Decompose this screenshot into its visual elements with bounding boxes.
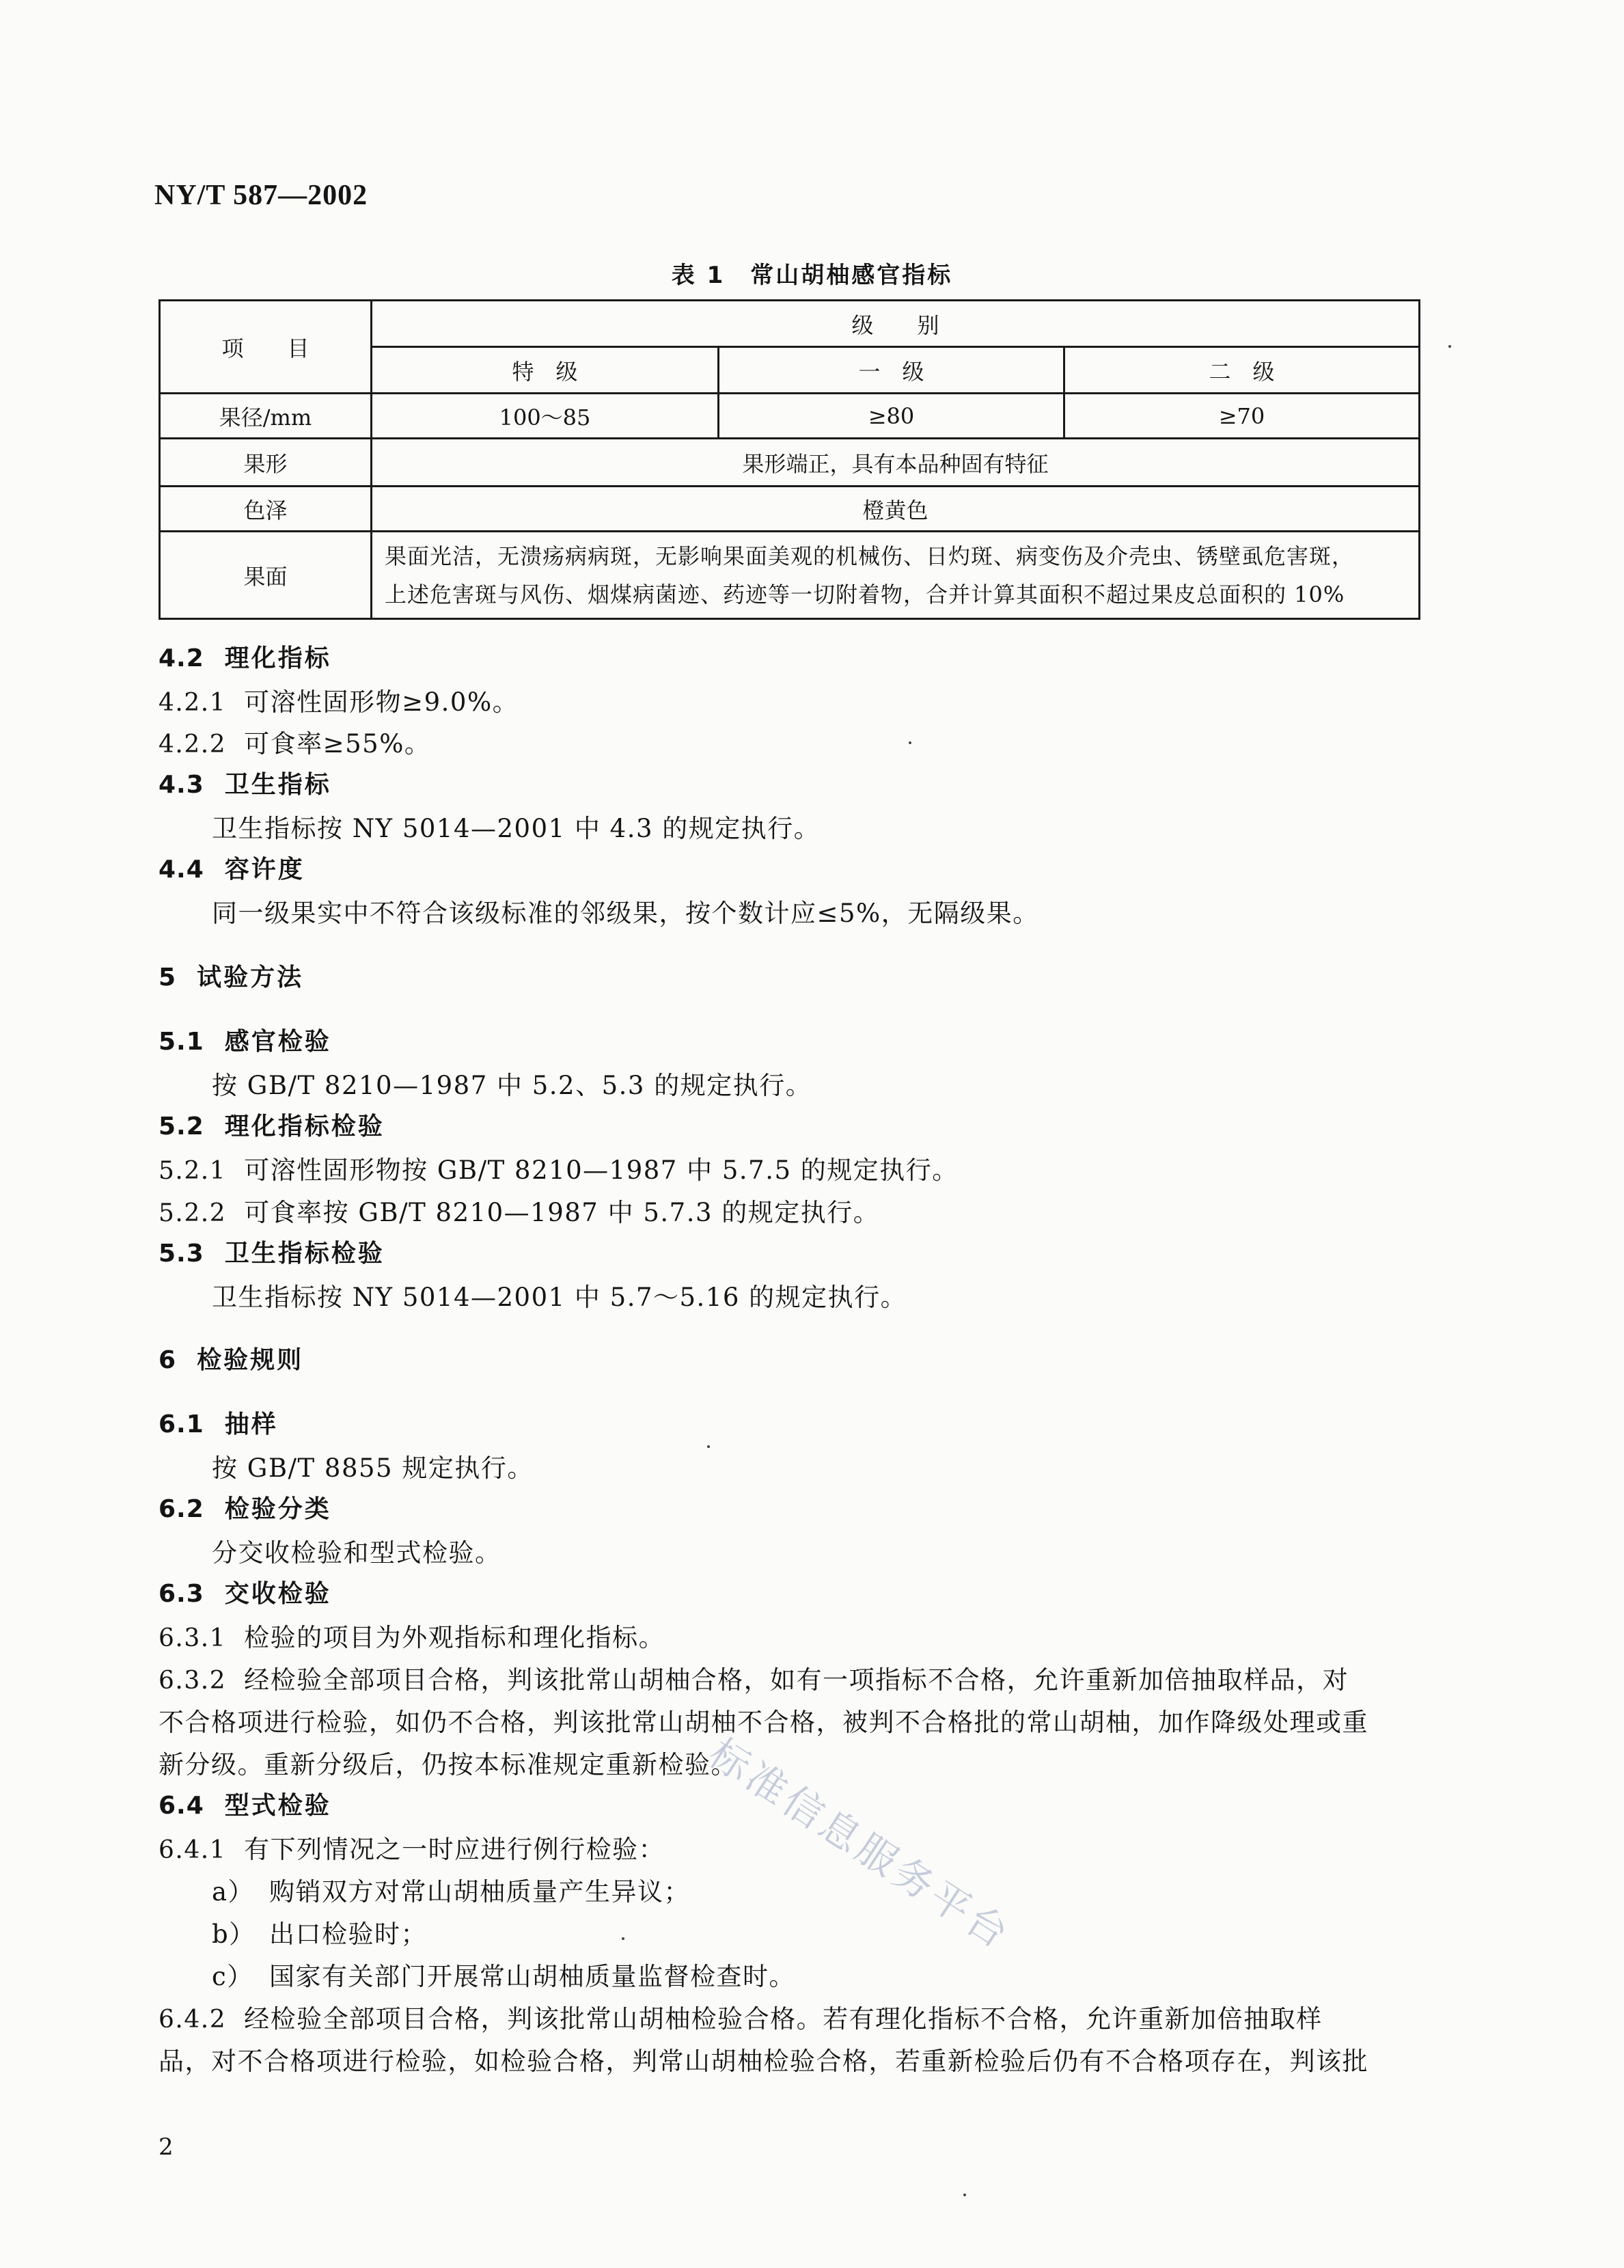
list-marker: a） [212,1877,255,1907]
section-number: 4.3 [159,771,204,799]
clause [159,1617,665,1654]
paragraph: 卫生指标按 NY 5014—2001 中 5.7～5.16 的规定执行。 [212,1283,907,1312]
scan-speck [963,2194,966,2196]
section-heading [159,1490,331,1525]
section-heading [159,765,331,800]
watermark: 标准信息服务平台 [700,1729,1020,1959]
paragraph-continuation: 不合格项进行检验，如仍不合格，判该批常山胡柚不合格，被判不合格批的常山胡柚，加作降级处理或重 [159,1708,1368,1737]
paragraph: 分交收检验和型式检验。 [212,1538,501,1568]
table-cell: 果形端正，具有本品种固有特征 [372,439,1420,487]
section-heading [159,1234,385,1269]
chapter-title: 检验规则 [197,1346,304,1374]
table-cell: 100～85 [372,394,719,439]
clause-text: 经检验全部项目合格，判该批常山胡柚检验合格。若有理化指标不合格，允许重新加倍抽取样 [244,2004,1323,2034]
clause-number: 6.3.1 [159,1624,227,1652]
table-cell: ≥70 [1064,394,1420,439]
clause [159,1659,1349,1696]
clause-text: 经检验全部项目合格，判该批常山胡柚合格，如有一项指标不合格，允许重新加倍抽取样品，对 [244,1665,1349,1695]
section-heading [159,1107,385,1142]
list-item [212,1871,690,1908]
section-number: 5.3 [159,1240,204,1268]
clause-number: 5.2.2 [159,1199,227,1227]
chapter-number: 5 [159,964,177,992]
section-number: 4.2 [159,644,204,672]
clause-number: 4.2.2 [159,730,227,759]
table-cell: 橙黄色 [372,487,1420,532]
section-heading [159,1574,331,1609]
table-row [160,532,1420,619]
table-row [160,487,1420,532]
chapter-heading [159,958,303,993]
grade-second: 二 级 [1064,347,1420,394]
list-marker: c） [212,1962,253,1991]
header-item: 项 目 [160,301,372,394]
chapter-number: 6 [159,1346,177,1374]
section-title: 交收检验 [224,1580,331,1608]
section-number: 4.4 [159,856,204,884]
list-item [212,1956,795,1993]
scan-speck [707,1445,710,1448]
section-title: 感官检验 [224,1028,331,1056]
section-heading [159,850,305,885]
section-heading [159,1786,331,1821]
page-number: 2 [159,2133,174,2161]
section-title: 卫生指标 [224,771,331,799]
grade-special: 特 级 [372,347,719,394]
list-text: 国家有关部门开展常山胡柚质量监督检查时。 [269,1962,795,1991]
clause-text: 可溶性固形物≥9.0%。 [244,687,519,717]
section-number: 5.2 [159,1112,204,1140]
row-label: 果形 [160,439,372,487]
clause-number: 6.3.2 [159,1667,227,1695]
clause-text: 检验的项目为外观指标和理化指标。 [244,1623,665,1652]
section-title: 理化指标检验 [224,1112,385,1140]
clause-number: 4.2.1 [159,689,227,717]
table-cell: ≥80 [719,394,1064,439]
paragraph: 按 GB/T 8855 规定执行。 [212,1453,534,1483]
section-title: 卫生指标检验 [224,1240,385,1268]
clause-number: 6.4.1 [159,1836,227,1864]
clause [159,681,519,718]
sensory-index-table [159,299,1420,620]
clause-text: 可溶性固形物按 GB/T 8210—1987 中 5.7.5 的规定执行。 [244,1156,959,1185]
clause-text: 有下列情况之一时应进行例行检验： [244,1835,665,1864]
scan-speck [909,741,911,744]
clause [159,1998,1323,2035]
clause-text: 可食率≥55%。 [244,729,431,759]
list-item [212,1913,427,1950]
section-heading [159,639,331,674]
table-row [160,439,1420,487]
row-label: 果径/mm [160,394,372,439]
section-title: 容许度 [224,856,305,884]
section-number: 6.4 [159,1792,204,1820]
section-heading [159,1405,278,1440]
clause-text: 可食率按 GB/T 8210—1987 中 5.7.3 的规定执行。 [244,1198,880,1227]
list-marker: b） [212,1919,256,1949]
clause [159,723,430,760]
section-title: 理化指标 [224,644,331,672]
scan-speck [1448,345,1451,348]
clause [159,1149,959,1186]
table-cell [372,532,1420,619]
section-title: 检验分类 [224,1495,331,1523]
chapter-heading [159,1341,303,1376]
paragraph: 按 GB/T 8210—1987 中 5.2、5.3 的规定执行。 [212,1071,812,1100]
paragraph-continuation: 新分级。重新分级后，仍按本标准规定重新检验。 [159,1750,737,1779]
section-number: 5.1 [159,1028,204,1056]
section-number: 6.2 [159,1495,204,1523]
header-grade: 级 别 [372,301,1420,347]
chapter-title: 试验方法 [197,964,304,992]
paragraph-continuation: 品，对不合格项进行检验，如检验合格，判常山胡柚检验合格，若重新检验后仍有不合格项存在，判该批 [159,2047,1368,2076]
clause [159,1829,665,1866]
clause-number: 6.4.2 [159,2006,227,2034]
section-title: 型式检验 [224,1792,331,1820]
section-title: 抽样 [224,1410,278,1438]
row-label: 果面 [160,532,372,619]
clause-number: 5.2.1 [159,1157,227,1185]
grade-first: 一 级 [719,347,1064,394]
paragraph: 卫生指标按 NY 5014—2001 中 4.3 的规定执行。 [212,814,821,843]
row-label: 色泽 [160,487,372,532]
table-row [160,394,1420,439]
list-text: 购销双方对常山胡柚质量产生异议； [269,1877,690,1907]
list-text: 出口检验时； [269,1919,427,1949]
table-caption: 表 1 常山胡柚感官指标 [671,262,953,289]
paragraph: 同一级果实中不符合该级标准的邻级果，按个数计应≤5%，无隔级果。 [212,899,1039,928]
cell-line: 果面光洁，无溃疡病病斑，无影响果面美观的机械伤、日灼斑、病变伤及介壳虫、锈壁虱危害斑， [385,543,1355,569]
section-number: 6.3 [159,1580,204,1608]
section-heading [159,1022,331,1057]
section-number: 6.1 [159,1410,204,1438]
clause [159,1192,879,1229]
standard-code: NY/T 587—2002 [154,180,368,211]
scan-speck [622,1937,624,1940]
cell-line: 上述危害斑与风伤、烟煤病菌迹、药迹等一切附着物，合并计算其面积不超过果皮总面积的 10% [385,581,1345,607]
